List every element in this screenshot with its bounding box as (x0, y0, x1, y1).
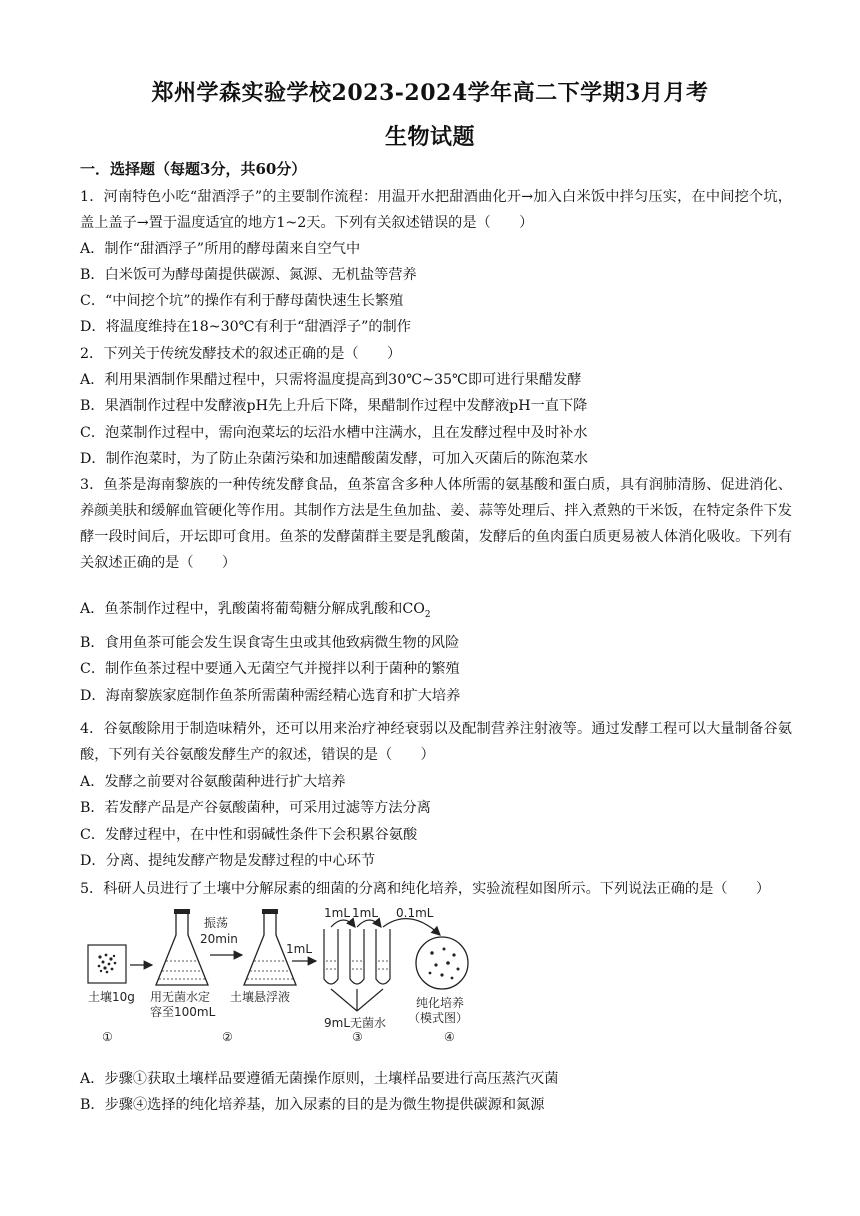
section-heading: 一．选择题（每题3分，共60分） (80, 160, 307, 178)
question-2-stem: 2．下列关于传统发酵技术的叙述正确的是（ ） (80, 346, 402, 362)
petri-dish-icon (416, 937, 468, 989)
tube-transfer-label-3: 0.1mL (396, 906, 434, 920)
question-2-option-d: D．制作泡菜时，为了防止杂菌污染和加速醋酸菌发酵，可加入灭菌后的陈泡菜水 (80, 451, 588, 467)
flask2-label: 土壤悬浮液 (230, 990, 291, 1004)
question-3-option-a-text: A．鱼茶制作过程中，乳酸菌将葡萄糖分解成乳酸和CO (80, 601, 425, 617)
question-1-stem: 1．河南特色小吃“甜酒浮子”的主要制作流程：用温开水把甜酒曲化开→加入白米饭中拌匀压实，在中间挖个坑，盖上盖子→置于温度适宜的地方1~2天。下列有关叙述错误的是（ ） (80, 189, 792, 231)
question-5-option-b: B．步骤④选择的纯化培养基，加入尿素的目的是为微生物提供碳源和氮源 (80, 1097, 545, 1113)
soil-sample-icon (88, 945, 126, 983)
question-3-option-b: B．食用鱼茶可能会发生误食寄生虫或其他致病微生物的风险 (80, 635, 460, 651)
question-4-stem: 4．谷氨酸除用于制造味精外，还可以用来治疗神经衰弱以及配制营养注射液等。通过发酵工程可以大量制备谷氨酸，下列有关谷氨酸发酵生产的叙述，错误的是（ ） (80, 721, 792, 763)
tubes-label: 9mL无菌水 (324, 1016, 387, 1030)
question-4-option-b: B．若发酵产品是产谷氨酸菌种，可采用过滤等方法分离 (80, 800, 431, 816)
soil-label: 土壤10g (88, 990, 135, 1004)
flask1-label-line2: 容至100mL (150, 1005, 216, 1019)
question-1-option-a: A．制作“甜酒浮子”所用的酵母菌来自空气中 (80, 241, 361, 257)
question-1-option-c: C．“中间挖个坑”的操作有利于酵母菌快速生长繁殖 (80, 293, 404, 309)
exam-title: 郑州学森实验学校2023-2024学年高二下学期3月月考 (151, 80, 709, 106)
step-3-label: ③ (352, 1030, 363, 1044)
step-4-label: ④ (444, 1030, 455, 1044)
step-2-label: ② (222, 1030, 233, 1044)
question-3-option-c: C．制作鱼茶过程中要通入无菌空气并搅拌以利于菌种的繁殖 (80, 661, 460, 677)
question-3-stem: 3．鱼茶是海南黎族的一种传统发酵食品，鱼茶富含多种人体所需的氨基酸和蛋白质，具有润肺清肠、促进消化、养颜美肤和缓解血管硬化等作用。其制作方法是生鱼加盐、姜、蒜等处理后、拌入煮熟的干米饭，在特定条件下发酵一段时间后，开坛即可食用。鱼茶的发酵菌群主要是乳酸菌，发酵后的鱼肉蛋白质更易被人体消化吸收。下列有关叙述正确的是（ ） (80, 477, 792, 571)
question-4-option-a: A．发酵之前要对谷氨酸菌种进行扩大培养 (80, 774, 346, 790)
transfer-volume-label: 1mL (286, 942, 313, 956)
tube-transfer-label-1: 1mL (324, 906, 351, 920)
flask-icon (156, 909, 208, 985)
flask1-label-line1: 用无菌水定 (150, 990, 211, 1004)
dish-label-line1: 纯化培养 (416, 996, 465, 1010)
question-4-option-d: D．分离、提纯发酵产物是发酵过程的中心环节 (80, 853, 376, 869)
question-2-option-c: C．泡菜制作过程中，需向泡菜坛的坛沿水槽中注满水，且在发酵过程中及时补水 (80, 425, 588, 441)
question-3-option-a-subscript: 2 (424, 609, 431, 620)
shake-label: 振荡 (204, 916, 229, 930)
question-2-option-a: A．利用果酒制作果醋过程中，只需将温度提高到30℃~35℃即可进行果醋发酵 (80, 372, 582, 388)
question-4-option-c: C．发酵过程中，在中性和弱碱性条件下会积累谷氨酸 (80, 827, 418, 843)
shake-time-label: 20min (200, 932, 238, 946)
question-3-option-a (80, 596, 792, 628)
experiment-flow-figure (80, 905, 500, 1053)
question-3-option-d: D．海南黎族家庭制作鱼茶所需菌种需经精心选育和扩大培养 (80, 688, 461, 704)
question-1-option-b: B．白米饭可为酵母菌提供碳源、氮源、无机盐等营养 (80, 267, 417, 283)
step-1-label: ① (102, 1030, 113, 1044)
exam-subtitle: 生物试题 (384, 124, 475, 150)
question-5-option-a: A．步骤①获取土壤样品要遵循无菌操作原则，土壤样品要进行高压蒸汽灭菌 (80, 1071, 559, 1087)
tube-transfer-label-2: 1mL (352, 906, 379, 920)
question-5-stem: 5．科研人员进行了土壤中分解尿素的细菌的分离和纯化培养，实验流程如图所示。下列说法正确的是（ ） (80, 881, 771, 897)
dish-label-line2: （模式图） (408, 1011, 469, 1025)
question-1-option-d: D．将温度维持在18~30℃有利于“甜酒浮子”的制作 (80, 319, 411, 335)
question-2-option-b: B．果酒制作过程中发酵液pH先上升后下降，果醋制作过程中发酵液pH一直下降 (80, 398, 588, 414)
